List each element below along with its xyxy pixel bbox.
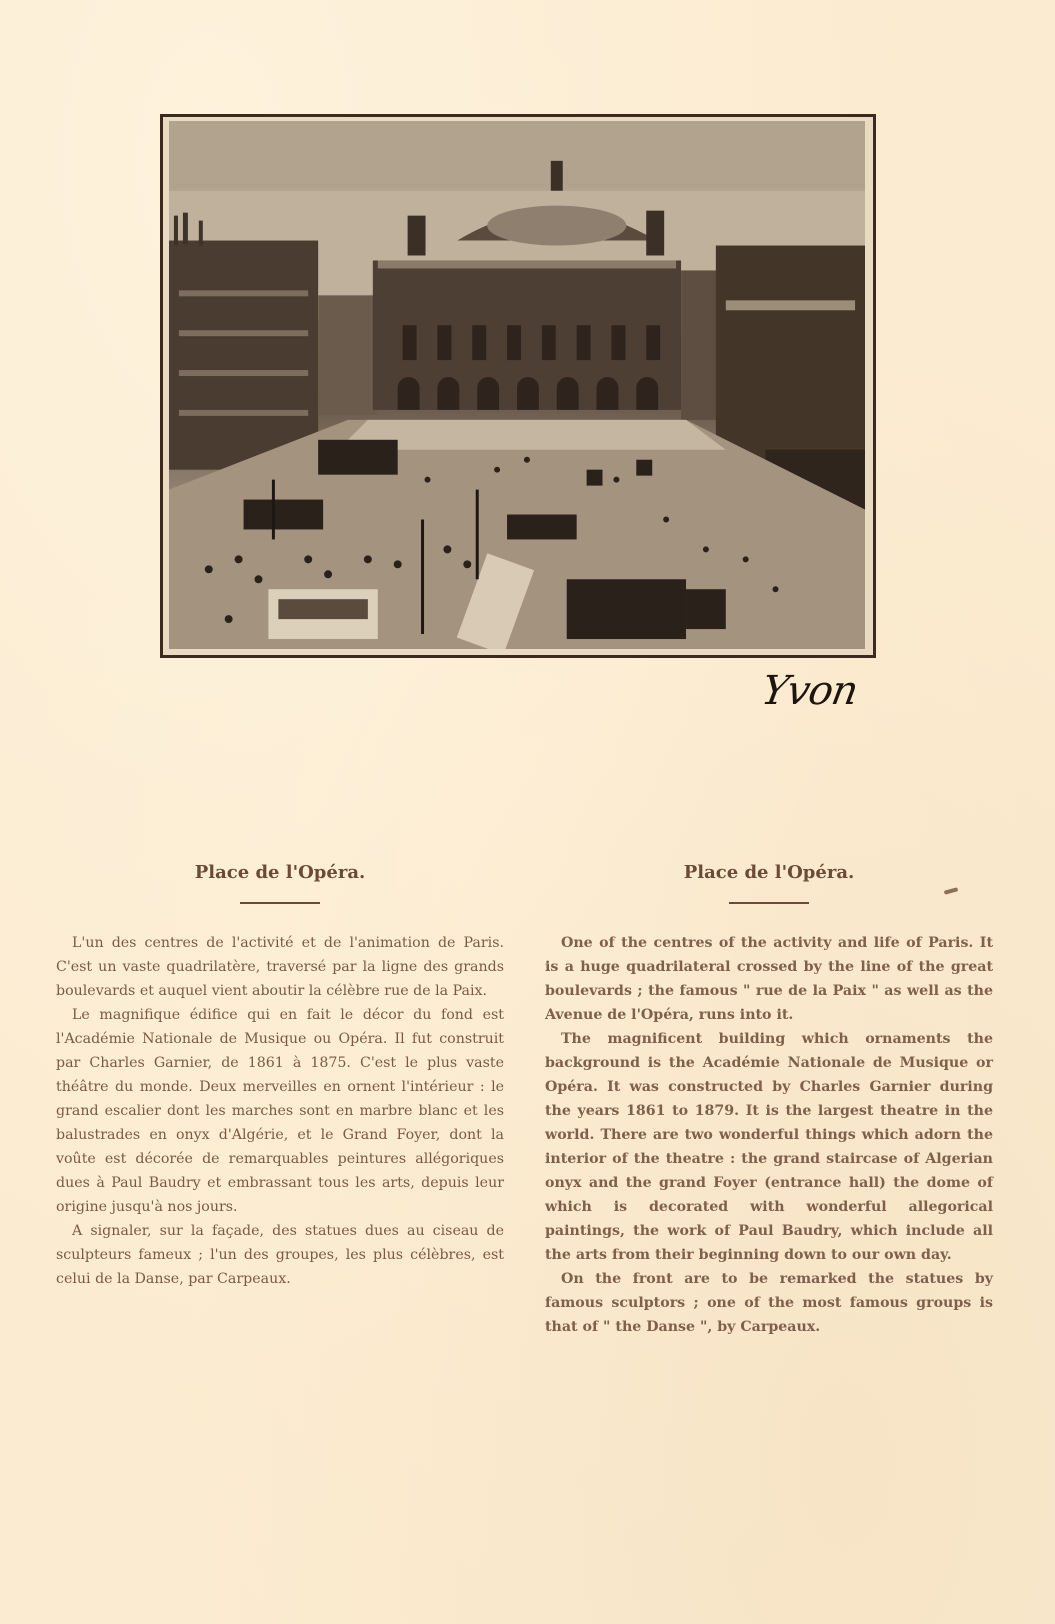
english-column <box>545 862 993 1339</box>
french-paragraph: Le magnifique édifice qui en fait le décor du fond est l'Académie Nationale de Musique ou Opéra. Il fut construit par Charles Garnier, de 1861 à 1875. C'est le plus vaste théâtre du monde. Deux merveilles en ornent l'intérieur : le grand escalier dont les marches sont en marbre blanc et les balustrades en onyx d'Algérie, et le Grand Foyer, dont la voûte est décorée de remarquables peintures allégoriques dues à Paul Baudry et embrassant tous les arts, depuis leur origine jusqu'à nos jours. <box>56 1007 504 1215</box>
french-paragraph: A signaler, sur la façade, des statues dues au ciseau de sculpteurs fameux ; l'un des groupes, les plus célèbres, est celui de la Danse, par Carpeaux. <box>56 1223 504 1287</box>
english-paragraph: On the front are to be remarked the statues by famous sculptors ; one of the most famous groups is that of " the Danse ", by Carpeaux. <box>545 1271 993 1335</box>
english-paragraph: One of the centres of the activity and life of Paris. It is a huge quadrilateral crossed by the line of the great boulevards ; the famous " rue de la Paix " as well as the Avenue de l'Opéra, runs into it. <box>545 935 993 1023</box>
french-title: Place de l'Opéra. <box>194 862 366 883</box>
opera-photograph <box>169 121 865 649</box>
opera-scene-illustration <box>169 121 865 649</box>
photo-frame <box>160 114 876 658</box>
french-paragraph: L'un des centres de l'activité et de l'animation de Paris. C'est un vaste quadrilatère, traversé par la ligne des grands boulevards et auquel vient aboutir la célèbre rue de la Paix. <box>56 935 504 999</box>
title-divider <box>240 902 320 904</box>
artist-signature: Yvon <box>757 668 861 714</box>
english-paragraph: The magnificent building which ornaments the background is the Académie Nationale de Musique or Opéra. It was constructed by Charles Garnier during the years 1861 to 1879. It is the largest theatre in the world. There are two wonderful things which adorn the interior of the theatre : the grand staircase of Algerian onyx and the grand Foyer (entrance hall) the dome of which is decorated with wonderful allegorical paintings, the work of Paul Baudry, which include all the arts from their beginning down to our own day. <box>545 1031 993 1263</box>
english-title: Place de l'Opéra. <box>683 862 855 883</box>
french-column <box>56 862 504 1291</box>
title-divider <box>729 902 809 904</box>
